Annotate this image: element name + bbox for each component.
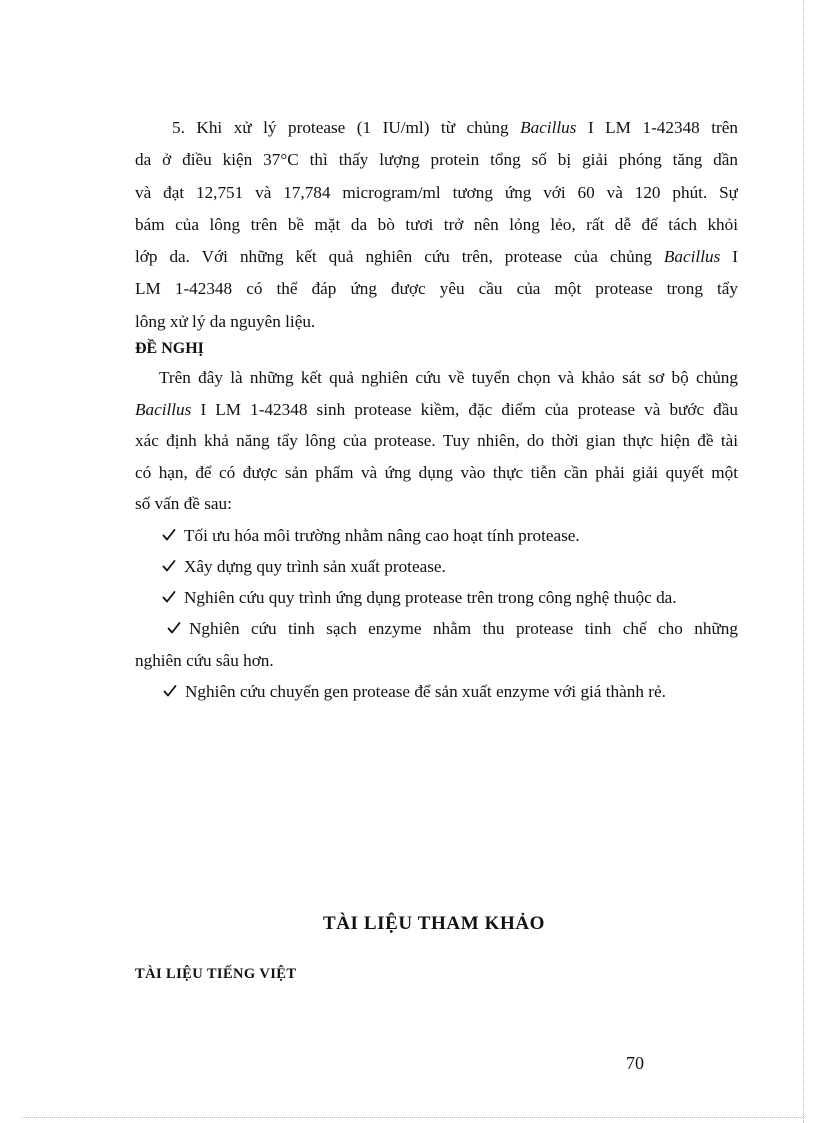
conclusion-line-2: da ở điều kiện 37°C thì thấy lượng protein tổng số bị giải phóng tăng dần	[135, 150, 738, 170]
conclusion-paragraph	[135, 112, 738, 338]
checkmark-icon	[162, 528, 176, 542]
checkmark-icon	[163, 684, 177, 698]
page-border-bottom	[22, 1117, 803, 1118]
checkmark-icon	[167, 621, 181, 635]
list-item: Nghiên cứu quy trình ứng dụng protease trên trong công nghệ thuộc da.	[135, 582, 738, 613]
proposal-line-1: Trên đây là những kết quả nghiên cứu về tuyển chọn và khảo sát sơ bộ chủng	[159, 368, 738, 388]
proposal-line-3: xác định khả năng tẩy lông của protease. Tuy nhiên, do thời gian thực hiện đề tài	[135, 431, 738, 451]
checkmark-icon	[162, 559, 176, 573]
proposal-bullet-list	[135, 520, 738, 708]
list-item: Xây dựng quy trình sản xuất protease.	[135, 551, 738, 582]
page-content	[135, 112, 738, 707]
references-title: TÀI LIỆU THAM KHẢO	[322, 913, 546, 934]
list-item: Nghiên cứu chuyển gen protease để sản xuất enzyme với giá thành rẻ.	[135, 676, 738, 707]
conclusion-line-6: LM 1-42348 có thể đáp ứng được yêu cầu của một protease trong tẩy	[135, 279, 738, 299]
proposal-paragraph	[135, 362, 738, 520]
conclusion-line-5: lớp da. Với những kết quả nghiên cứu trên, protease của chủng Bacillus I	[135, 247, 738, 267]
list-item: Tối ưu hóa môi trường nhằm nâng cao hoạt tính protease.	[135, 520, 738, 551]
proposal-line-4: có hạn, để có được sản phẩm và ứng dụng vào thực tiễn cần phải giải quyết một	[135, 462, 738, 482]
conclusion-line-4: bám của lông trên bề mặt da bò tươi trở nên lỏng lẻo, rất dễ để tách khỏi	[135, 214, 738, 234]
conclusion-line-1: 5. Khi xử lý protease (1 IU/ml) từ chủng Bacillus I LM 1-42348 trên	[172, 118, 738, 137]
proposal-line-5: số vấn đề sau:	[135, 494, 232, 514]
page-border-right	[803, 0, 804, 1123]
conclusion-line-3: và đạt 12,751 và 17,784 microgram/ml tương ứng với 60 và 120 phút. Sự	[135, 182, 738, 202]
proposal-line-2: Bacillus I LM 1-42348 sinh protease kiềm, đặc điểm của protease và bước đầu	[135, 399, 738, 419]
list-item-continuation: nghiên cứu sâu hơn.	[135, 650, 274, 670]
page-number: 70	[626, 1053, 644, 1073]
list-item: Nghiên cứu tinh sạch enzyme nhằm thu protease tinh chế cho những	[135, 613, 738, 644]
section-heading: ĐỀ NGHỊ	[135, 340, 204, 358]
conclusion-line-7: lông xử lý da nguyên liệu.	[135, 311, 316, 331]
references-subtitle: TÀI LIỆU TIẾNG VIỆT	[135, 966, 297, 982]
checkmark-icon	[162, 590, 176, 604]
